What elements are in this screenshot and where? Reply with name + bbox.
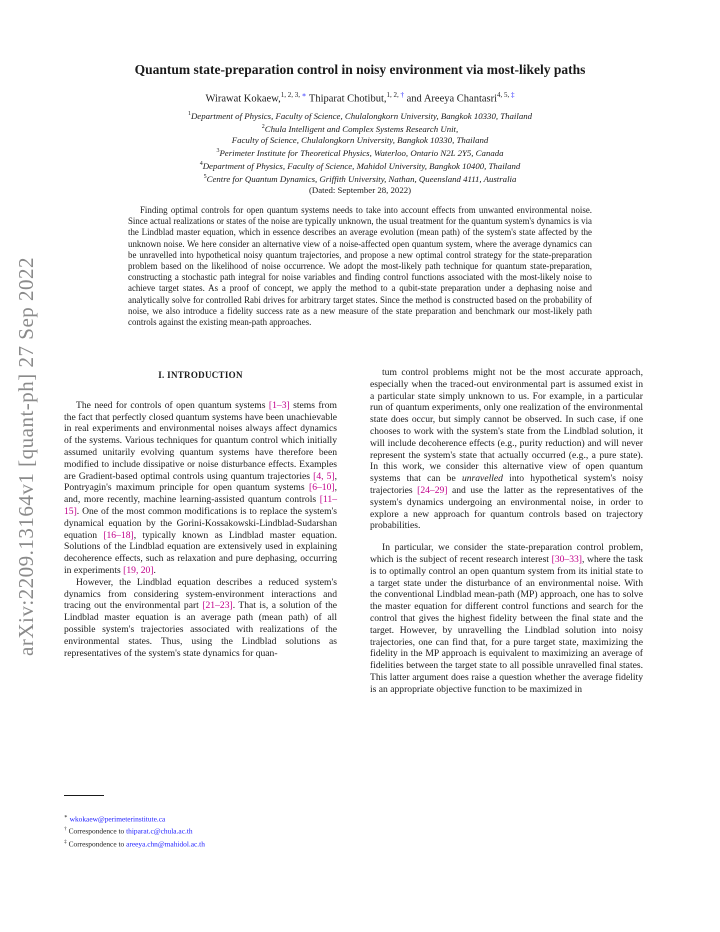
affiliation-number: 4 bbox=[497, 91, 501, 99]
footnote-item bbox=[64, 837, 337, 849]
citation-link[interactable]: [24–29] bbox=[417, 484, 448, 496]
author-affiliation-marks: 4, 5, ‡ bbox=[497, 91, 515, 99]
body-paragraph: The need for controls of open quantum systems [1–3] stems from the fact that perfectly closed quantum systems have been unachievable in real experiments and environmental noises always affect dynamics of the systems. Various techniques for quantum control which initially assumed unitarily evolving quantum systems have therefore been modified to include dissipative or noise disturbance effects. Examples are Gradient-based optimal controls using quantum trajectories [4, 5], Pontryagin's maximum principle for open quantum systems [6–10], and, more recently, machine learning-assisted quantum controls [11–15]. One of the most common modifications is to replace the system's dynamical equation by the Gorini-Kossakowski-Lindblad-Sudarshan equation [16–18], typically known as Lindblad master equation. Solutions of the Lindblad equation are extensively used in explaining decoherence effects, such as relaxation and pure dephasing, occurring in experiments [19, 20]. bbox=[64, 399, 338, 576]
citation-link[interactable]: [19, 20] bbox=[123, 564, 154, 576]
affiliation-line bbox=[60, 109, 660, 122]
citation-link[interactable]: [11–15] bbox=[64, 494, 337, 517]
affiliation-number: 5 bbox=[504, 91, 508, 99]
email-link[interactable]: thiparat.c@chula.ac.th bbox=[126, 826, 193, 836]
footnote-link[interactable]: ‡ bbox=[511, 91, 515, 99]
affiliation-line bbox=[60, 122, 660, 135]
footnote-item bbox=[64, 812, 337, 824]
citation-link[interactable]: [6–10] bbox=[309, 482, 335, 494]
footnote-link[interactable]: ∗ bbox=[301, 91, 307, 99]
affiliation-text: Department of Physics, Faculty of Science, Chulalongkorn University, Bangkok 10330, Thailand bbox=[190, 110, 533, 121]
affiliation-text: Centre for Quantum Dynamics, Griffith University, Nathan, Queensland 4111, Australia bbox=[206, 173, 517, 184]
affiliation-line bbox=[60, 159, 660, 172]
author-name: Wirawat Kokaew, bbox=[205, 93, 281, 105]
footnote-mark: ‡ bbox=[64, 838, 67, 845]
section-heading-introduction: I. INTRODUCTION bbox=[158, 370, 243, 380]
left-column bbox=[64, 370, 337, 659]
author-list bbox=[60, 91, 660, 105]
paper-title: Quantum state-preparation control in noisy environment via most-likely paths bbox=[134, 62, 586, 77]
affiliation-number: 2 bbox=[287, 91, 292, 99]
body-paragraph: tum control problems might not be the most accurate approach, especially when the traced-out environmental part is assumed exist in a particular state simply unknown to us. For example, in a particular run of quantum experiments, only one realization of the environmental state does occur, but simply cannot be observed. In such case, if one chooses to work with the system's state from the Lindblad solution, it will include decoherence effects (e.g., purity reduction) and will never represent the system's state that actually occurred (e.g., a pure state). In this work, we consider this alternative view of open quantum systems that can be unravelled into hypothetical system's noisy trajectories [24–29] and use the latter as the representatives of the system's dynamics undergoing an environmental noise, in order to explore a new approach for quantum controls based on trajectory probabilities. bbox=[370, 367, 644, 532]
footnote-mark: † bbox=[64, 826, 67, 833]
affiliation-number: 1 bbox=[187, 111, 191, 117]
affiliation-number: 3 bbox=[294, 91, 299, 99]
emphasis-text: unravelled bbox=[461, 473, 503, 485]
email-link[interactable]: areeya.chn@mahidol.ac.th bbox=[126, 839, 205, 849]
author-affiliation-marks: 1, 2, † bbox=[386, 91, 405, 99]
affiliation-line bbox=[60, 172, 660, 185]
affiliation-number: 2 bbox=[261, 123, 265, 130]
citation-link[interactable]: [1–3] bbox=[268, 399, 290, 411]
affiliation-line bbox=[60, 146, 660, 159]
affiliation-text: Chula Intelligent and Complex Systems Research Unit, bbox=[264, 123, 459, 134]
right-column bbox=[370, 367, 643, 696]
arxiv-identifier-stamp: arXiv:2209.13164v1 [quant-ph] 27 Sep 2022 bbox=[14, 256, 38, 656]
affiliation-number: 3 bbox=[216, 147, 220, 154]
citation-link[interactable]: [30–33] bbox=[551, 553, 582, 565]
footnote-divider bbox=[64, 795, 104, 796]
author-name: Thiparat Chotibut, bbox=[306, 93, 387, 105]
affiliation-text: Perimeter Institute for Theoretical Physics, Waterloo, Ontario N2L 2Y5, Canada bbox=[219, 147, 504, 158]
affiliation-number: 2 bbox=[393, 91, 398, 99]
abstract: Finding optimal controls for open quantum systems needs to take into account effects from unwanted environmental noise. Since actual realizations or states of the noise are typically unknown, the usual treatment for the quantum system's dynamics is via the Lindblad master equation, which in essence describes an average evolution (mean path) of the system's state affected by the unknown noise. We here consider an alternative view of a noise-affected open quantum system, where the average dynamics can be unravelled into hypothetical noisy quantum trajectories, and propose a new optimal control strategy for the state-preparation problem based on the likelihood of noise occurrence. We adopt the most-likely path technique for quantum state-preparation, constructing a stochastic path integral for noise variables and finding control functions associated with the most-likely noise to achieve target states. As a proof of concept, we apply the method to a qubit-state preparation under a dephasing noise and analytically solve for controlled Rabi drives for arbitrary target states. Since the method is constructed based on the probability of noise, we also introduce a fidelity success rate as a new measure of the state preparation and benchmark our most-likely path controls against the existing mean-path approaches. bbox=[128, 205, 592, 328]
dated-line: (Dated: September 28, 2022) bbox=[308, 184, 412, 195]
affiliation-number: 1 bbox=[280, 91, 285, 99]
citation-link[interactable]: [21–23] bbox=[202, 600, 233, 612]
footnote-link[interactable]: † bbox=[400, 91, 405, 99]
footnote-item bbox=[64, 824, 337, 836]
affiliation-text: Faculty of Science, Chulalongkorn University, Bangkok 10330, Thailand bbox=[231, 134, 489, 145]
footnotes bbox=[64, 812, 337, 849]
body-paragraph: In particular, we consider the state-preparation control problem, which is the subject of recent research interest [30–33], where the task is to optimally control an open quantum system from its initial state to a target state under the disturbance of an environmental noise. With the conventional Lindblad mean-path (MP) approach, one has to solve the master equation for different control functions and search for the control that gives the highest fidelity between the final state and the target. However, by unravelling the Lindblad solution into noisy trajectories, one can find that, for a pure target state, maximizing the fidelity in the MP approach is equivalent to maximizing an average of fidelities between the target state to all possible unravelled final states. This latter argument does raise a question whether the average fidelity is an appropriate objective function to be maximized in bbox=[370, 542, 643, 695]
affiliation-number: 5 bbox=[203, 173, 207, 180]
affiliation-text: Department of Physics, Faculty of Science, Mahidol University, Bangkok 10400, Thailand bbox=[202, 160, 521, 171]
affiliation-list bbox=[60, 109, 660, 196]
citation-link[interactable]: [4, 5] bbox=[313, 470, 335, 482]
footnote-prefix: Correspondence to bbox=[66, 826, 127, 836]
body-paragraph: However, the Lindblad equation describes a reduced system's dynamics from considering system-environment interactions and tracing out the environmental part [21–23]. That is, a solution of the Lindblad master equation is an average path (mean path) of all possible system's trajectories associated with realizations of the environmental states. Thus, using the Lindblad solutions as representatives of the system's state dynamics for quan- bbox=[64, 576, 338, 659]
footnote-mark: ∗ bbox=[64, 814, 68, 820]
affiliation-number: 4 bbox=[199, 160, 203, 167]
author-name: and Areeya Chantasri bbox=[404, 93, 498, 105]
affiliation-number: 1 bbox=[386, 91, 391, 99]
author-affiliation-marks: 1, 2, 3, ∗ bbox=[280, 91, 307, 99]
citation-link[interactable]: [16–18] bbox=[103, 529, 134, 541]
email-link[interactable]: wkokaew@perimeterinstitute.ca bbox=[69, 814, 166, 824]
footnote-prefix: Correspondence to bbox=[66, 839, 127, 849]
affiliation-line bbox=[60, 135, 660, 146]
